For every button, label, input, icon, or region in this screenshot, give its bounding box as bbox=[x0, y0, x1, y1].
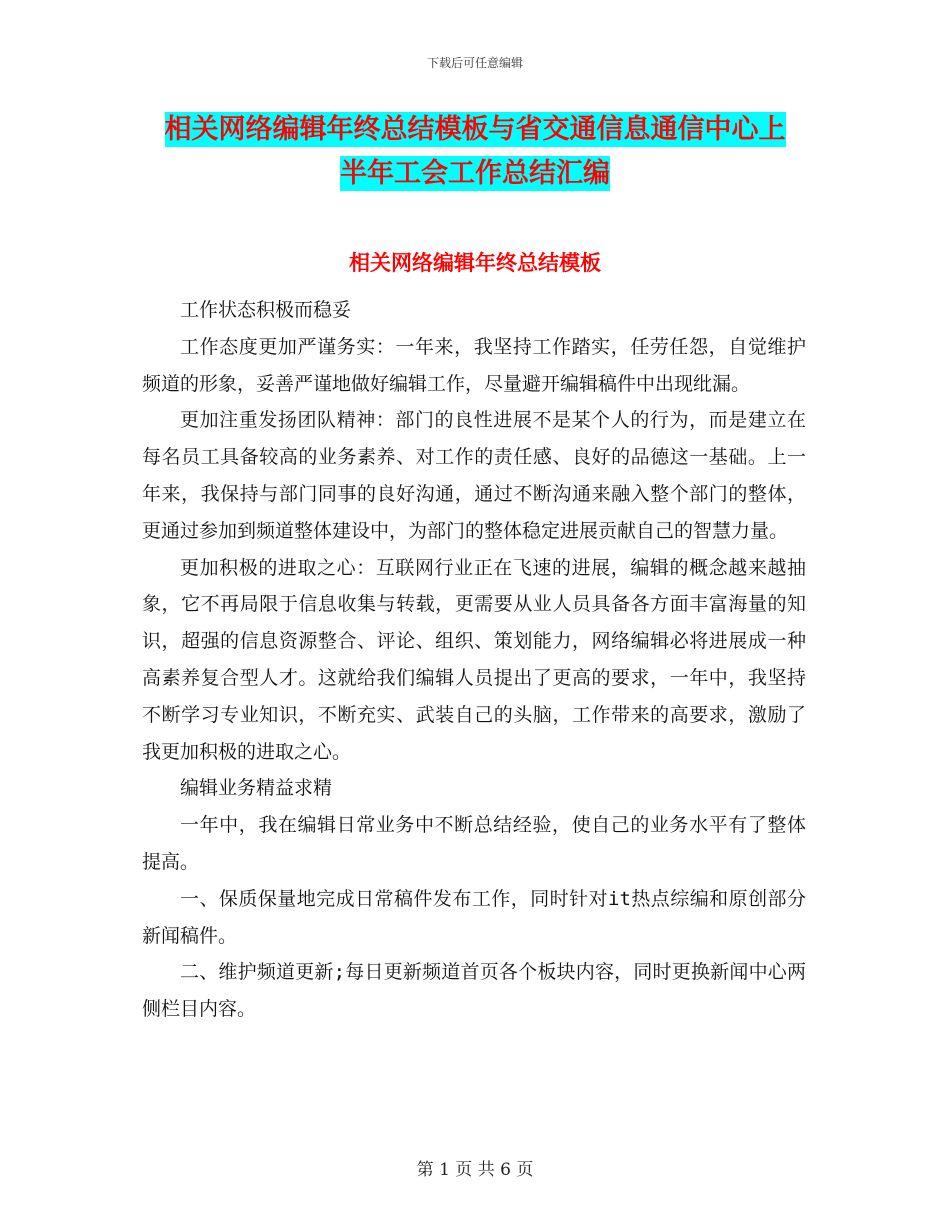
paragraph: 更加注重发扬团队精神：部门的良性进展不是某个人的行为，而是建立在每名员工具备较高的业务素养、对工作的责任感、良好的品德这一基础。上一年来，我保持与部门同事的良好沟通，通过不断沟通来融入整个部门的整体，更通过参加到频道整体建设中，为部门的整体稳定进展贡献自己的智慧力量。 bbox=[142, 409, 806, 542]
title-line-1: 相关网络编辑年终总结模板与省交通信息通信中心上 bbox=[164, 114, 786, 145]
paragraph: 更加积极的进取之心：互联网行业正在飞速的进展，编辑的概念越来越抽象，它不再局限于信息收集与转载，更需要从业人员具备各方面丰富海量的知识，超强的信息资源整合、评论、组织、策划能力，网络编辑必将进展成一种高素养复合型人才。这就给我们编辑人员提出了更高的要求，一年中，我坚持不断学习专业知识，不断充实、武装自己的头脑，工作带来的高要求，激励了我更加积极的进取之心。 bbox=[142, 556, 806, 763]
document-title bbox=[0, 108, 950, 196]
paragraph: 一、保质保量地完成日常稿件发布工作，同时针对it热点综编和原创部分新闻稿件。 bbox=[142, 887, 806, 947]
section-title: 相关网络编辑年终总结模板 bbox=[349, 251, 601, 275]
paragraph: 工作态度更加严谨务实：一年来，我坚持工作踏实，任劳任怨，自觉维护频道的形象，妥善严谨地做好编辑工作，尽量避开编辑稿件中出现纰漏。 bbox=[142, 335, 806, 395]
page-footer: 第 1 页 共 6 页 bbox=[416, 1160, 534, 1180]
paragraph: 工作状态积极而稳妥 bbox=[180, 299, 352, 321]
paragraph: 二、维护频道更新;每日更新频道首页各个板块内容，同时更换新闻中心两侧栏目内容。 bbox=[142, 961, 806, 1021]
title-line-2: 半年工会工作总结汇编 bbox=[340, 158, 610, 189]
header-note: 下载后可任意编辑 bbox=[426, 56, 523, 70]
paragraph: 编辑业务精益求精 bbox=[180, 777, 333, 800]
paragraph: 一年中，我在编辑日常业务中不断总结经验，使自己的业务水平有了整体提高。 bbox=[142, 814, 806, 873]
body-text bbox=[142, 292, 806, 1028]
